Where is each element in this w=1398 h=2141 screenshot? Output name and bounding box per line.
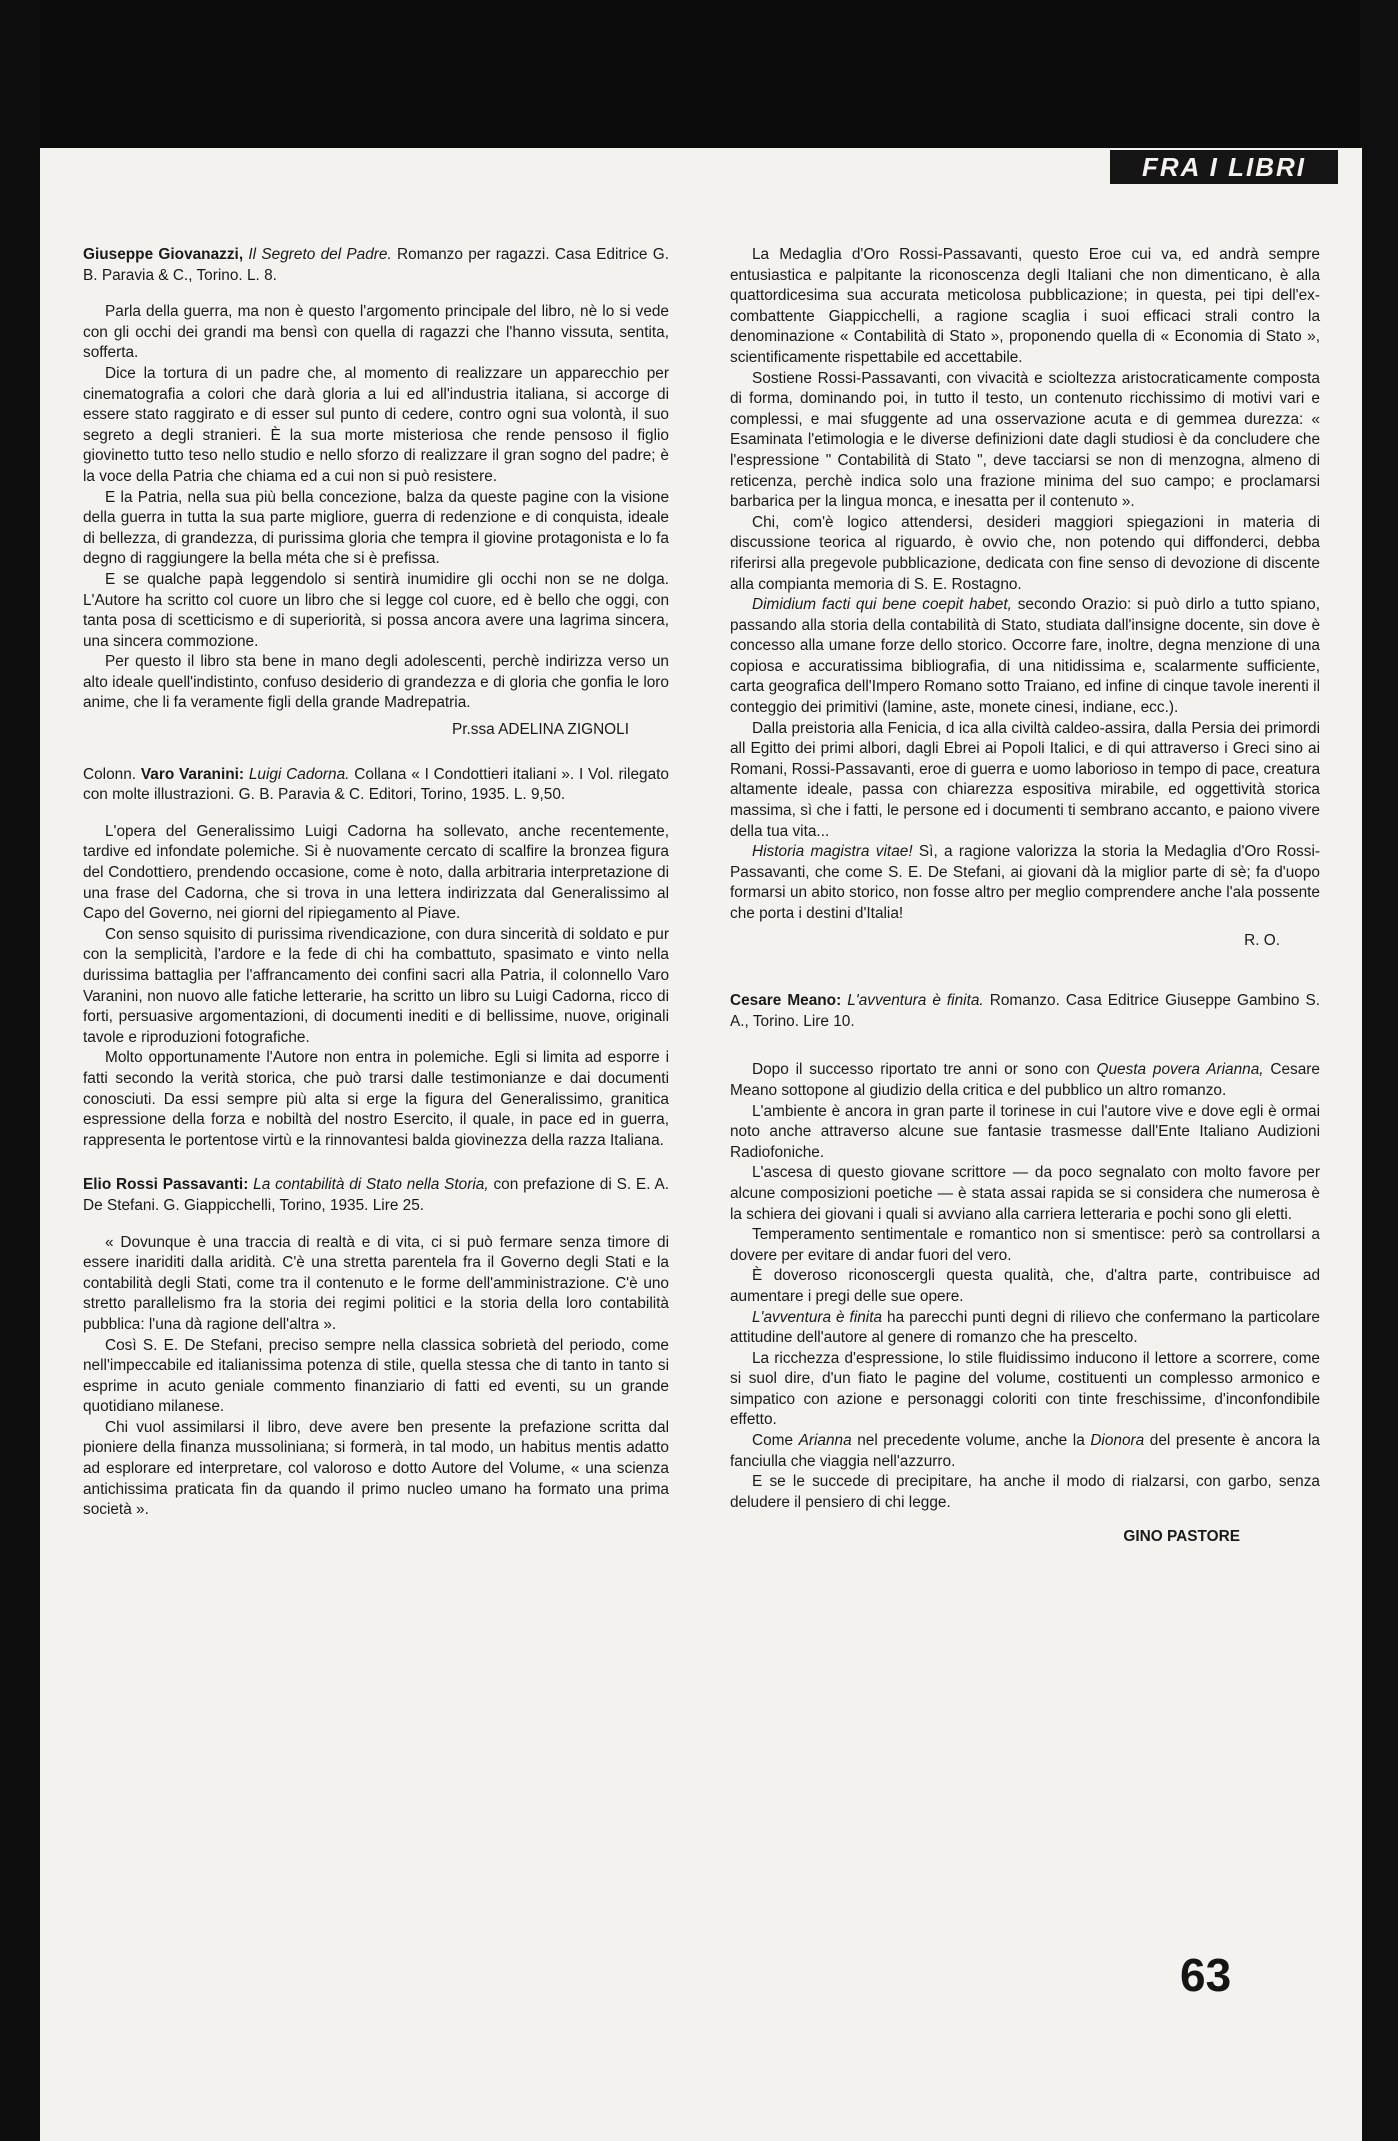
paragraph: E la Patria, nella sua più bella concezione, balza da queste pagine con la visione della guerra in tutta la sua parte migliore, guerra di redenzione e di conquista, ideale di bellezza, di grandezza, di purissima gloria che tempra il giovine protagonista e lo fa degno di raggiungere la bella méta che si è prefissa. [83, 488, 669, 568]
paragraph: « Dovunque è una traccia di realtà e di vita, ci si può fermare senza timore di essere inariditi dalla aridità. C'è una stretta parentela fra il Governo degli Stati e la contabilità degli Stati, come tra il contenuto e le forme dell'amministrazione. C'è uno stretto parallelismo fra la storia dei regimi politici e la storia della loro contabilità pubblica: l'una dà ragione dell'altra ». [83, 1233, 669, 1333]
paragraph: L'avventura è finita ha parecchi punti degni di rilievo che confermano la particolare attitudine dell'autore al genere di romanzo che ha prescelto. [730, 1308, 1320, 1347]
left-column [83, 245, 669, 1521]
paragraph: Dimidium facti qui bene coepit habet, secondo Orazio: si può dirlo a tutto spiano, passando alla storia della contabilità di Stato, studiata dall'insigne docente, sin dove è concesso alla umane forze dello storico. Occorre fare, inoltre, degna menzione di una copiosa e accuratissima bibliografia, di una nitidissima e, scalarmente sufficiente, carta geografica dell'Impero Romano sotto Traiano, ed infine di cinque tavole inerenti il conteggio dei primitivi (lamine, aste, monete cinesi, indiane, ecc.). [730, 596, 1321, 717]
scan-dark-border-left [0, 0, 40, 2141]
paragraph: Così S. E. De Stefani, preciso sempre nella classica sobrietà del periodo, come nell'impeccabile ed italianissima potenza di stile, quella stessa che di tanto in tanto si esprime in acuto geniale commento finanziario di fatti ed eventi, su un grande quotidiano milanese. [83, 1336, 669, 1416]
paragraph: Dopo il successo riportato tre anni or sono con Questa povera Arianna, Cesare Meano sottopone al giudizio della critica e del pubblico un altro romanzo. [730, 1061, 1320, 1099]
review-4-citation: Cesare Meano: L'avventura è finita. Romanzo. Casa Editrice Giuseppe Gambino S. A., Torino. Lire 10. [730, 992, 1320, 1030]
paragraph: Temperamento sentimentale e romantico non si smentisce: però sa controllarsi a dovere per evitare di andar fuori del vero. [730, 1226, 1320, 1264]
paragraph: La ricchezza d'espressione, lo stile fluidissimo inducono il lettore a scorrere, come si suol dire, d'un fiato le pagine del volume, costituenti un complesso armonico e simpatico con azione e personaggi coloriti con tinte freschissime, d'inconfondibile effetto. [730, 1349, 1320, 1429]
paragraph: E se le succede di precipitare, ha anche il modo di rialzarsi, con garbo, senza deludere il pensiero di chi legge. [730, 1473, 1320, 1511]
paragraph: Historia magistra vitae! Sì, a ragione valorizza la storia la Medaglia d'Oro Rossi-Passavanti, che come S. E. De Stefani, ai giovani dà la miglior parte di sè; fa d'uopo formarsi un abito storico, non fosse altro per meglio comprendere anche l'ala possente che porta i destini d'Italia! [730, 843, 1320, 922]
paragraph: Chi, com'è logico attendersi, desideri maggiori spiegazioni in materia di discussione teorica al riguardo, è ovvio che, non potendo qui diffonderci, debba riferirsi alla pregevole pubblicazione, dedicata con fine senso di devozione di discente alla compianta memoria di S. E. Rostagno. [730, 513, 1320, 593]
paragraph: Con senso squisito di purissima rivendicazione, con dura sincerità di soldato e pur con la semplicità, l'ardore e la fede di chi ha combattuto, spasimato e vinto nella durissima battaglia per l'affrancamento dei confini sacri alla Patria, il colonnello Varo Varanini, non nuovo alle fatiche letterarie, ha scritto un libro su Luigi Cadorna, ricco di forti, persuasive argomentazioni, di documenti inediti e di bellissime, nuove, originali tavole e riproduzioni fotografiche. [83, 925, 669, 1046]
scan-dark-border-top [0, 0, 1398, 150]
scan-dark-border-right [1360, 0, 1398, 2141]
paragraph: Parla della guerra, ma non è questo l'argomento principale del libro, nè lo si vede con gli occhi dei grandi ma bensì con quella di ragazzi che l'hanno vissuta, sentita, sofferta. [83, 303, 669, 362]
review-2-citation: Colonn. Varo Varanini: Luigi Cadorna. Collana « I Condottieri italiani ». I Vol. rilegato con molte illustrazioni. G. B. Paravia & C. Editori, Torino, 1935. L. 9,50. [83, 765, 669, 804]
page-number: 63 [1180, 1949, 1232, 2001]
paragraph: Molto opportunamente l'Autore non entra in polemiche. Egli si limita ad esporre i fatti secondo la verità storica, che può trarsi dalle testimonianze e dai documenti conosciuti. Da essi sempre più alta si erge la figura del Generalissimo, granitica espressione della forza e nobiltà del nostro Esercito, il quale, in pace ed in guerra, rappresenta le portentose virtù e la rinnovantesi balda giovinezza della razza Italiana. [83, 1049, 669, 1149]
paragraph: La Medaglia d'Oro Rossi-Passavanti, questo Eroe cui va, ed andrà sempre entusiastica e palpitante la riconoscenza degli Italiani che non dimenticano, è alla quattordicesima sua accurata meticolosa pubblicazione; in questa, pei tipi dell'ex-combattente Giappicchelli, a ragione scaglia i suoi efficaci strali contro la denominazione « Contabilità di Stato », proponendo quella di « Economia di Stato », scientificamente rispettabile ed accettabile. [730, 246, 1320, 366]
paragraph: Per questo il libro sta bene in mano degli adolescenti, perchè indirizza verso un alto ideale quell'indistinto, confuso desiderio di grandezza e di gloria che gonfia le loro anime, che li fa veramente figli della grande Madrepatria. [83, 653, 669, 712]
review-1-citation: Giuseppe Giovanazzi, Il Segreto del Padre. Romanzo per ragazzi. Casa Editrice G. B. Paravia & C., Torino. L. 8. [83, 246, 669, 284]
signature: GINO PASTORE [1123, 1528, 1240, 1546]
paragraph: Sostiene Rossi-Passavanti, con vivacità e scioltezza aristocraticamente composta di forma, dominando poi, in tutto il testo, un contenuto ricchissimo di motivi vari e complessi, e mai sfuggente ad una osservazione acuta e di gemmea durezza: « Esaminata l'etimologia e le diverse definizioni date dagli studiosi è da concludere che l'espressione " Contabilità di Stato ", deve tacciarsi se non di menzogna, almeno di reticenza, perchè indica solo una frazione minima del suo campo; e proclamarsi barbarica per la lingua monca, e inesatta per il contenuto ». [730, 369, 1320, 511]
section-header: FRA I LIBRI [1110, 150, 1338, 184]
signature: R. O. [1244, 931, 1280, 949]
paragraph: Dice la tortura di un padre che, al momento di realizzare un apparecchio per cinematografia a colori che darà gloria a lui ed all'industria italiana, si accorge di essere stato raggirato e di esser sul punto di cedere, contro ogni sua volontà, il suo segreto a degli stranieri. È la sua morte misteriosa che rende pensoso il figlio giovinetto tutto teso nello studio e nello sforzo di realizzare il gran sogno del padre; è la voce della Patria che chiama ed a cui non si può resistere. [83, 364, 669, 485]
paragraph: È doveroso riconoscergli questa qualità, che, d'altra parte, contribuisce ad aumentare i pregi delle sue opere. [730, 1267, 1320, 1305]
signature: Pr.ssa ADELINA ZIGNOLI [451, 721, 629, 739]
paragraph: Dalla preistoria alla Fenicia, d ica alla civiltà caldeo-assira, dalla Persia dei primordi all Egitto dei primi albori, dagli Ebrei ai Popoli Italici, e di qui attraverso i Greci sino ai Romani, Rossi-Passavanti, eroe di guerra e uomo laborioso in tempo di pace, creatura altamente ideale, passa con chiarezza espositiva mirabile, ed oggettività storica massima, sì che i fatti, le persone ed i documenti ti sembrano accanto, e paiono vivere della tua vita... [730, 719, 1320, 840]
paragraph: L'ambiente è ancora in gran parte il torinese in cui l'autore vive e dove egli è ormai noto anche attraverso alcune sue fantasie trasmesse dall'Ente Italiano Audizioni Radiofoniche. [730, 1102, 1320, 1161]
right-column [730, 245, 1320, 1548]
paragraph: Come Arianna nel precedente volume, anche la Dionora del presente è ancora la fanciulla che viaggia nell'azzurro. [730, 1432, 1320, 1470]
paragraph: E se qualche papà leggendolo si sentirà inumidire gli occhi non se ne dolga. L'Autore ha scritto col cuore un libro che si legge col cuore, ed è bello che oggi, con tanta posa di scetticismo e di superiorità, si possa ancora avere una lagrima sincera, una sincera commozione. [83, 570, 669, 650]
review-3-citation: Elio Rossi Passavanti: La contabilità di Stato nella Storia, con prefazione di S. E. A. De Stefani. G. Giappicchelli, Torino, 1935. Lire 25. [83, 1176, 669, 1214]
paragraph: Chi vuol assimilarsi il libro, deve avere ben presente la prefazione scritta dal pioniere della finanza mussoliniana; si formerà, in tal modo, un habitus mentis adatto ad esplorare ed interpretare, col valoroso e dotto Autore del Volume, « una scienza antichissima praticata fin da quando il primo nucleo umano ha formato una prima società ». [83, 1418, 669, 1519]
paragraph: L'ascesa di questo giovane scrittore — da poco segnalato con molto favore per alcune composizioni poetiche — è stata assai rapida se si considera che numerosa è la schiera dei giovani i quali si avviano alla carriera letteraria e pochi sono gli eletti. [730, 1164, 1320, 1223]
paragraph: L'opera del Generalissimo Luigi Cadorna ha sollevato, anche recentemente, tardive ed infondate polemiche. Si è nuovamente cercato di scalfire la bronzea figura del Condottiero, prendendo occasione, come è noto, dalla arbitraria interpretazione di una frase del Cadorna, che si trova in una lettera indirizzata dal Generalissimo al Capo del Governo, nei giorni del ripiegamento al Piave. [83, 822, 669, 923]
